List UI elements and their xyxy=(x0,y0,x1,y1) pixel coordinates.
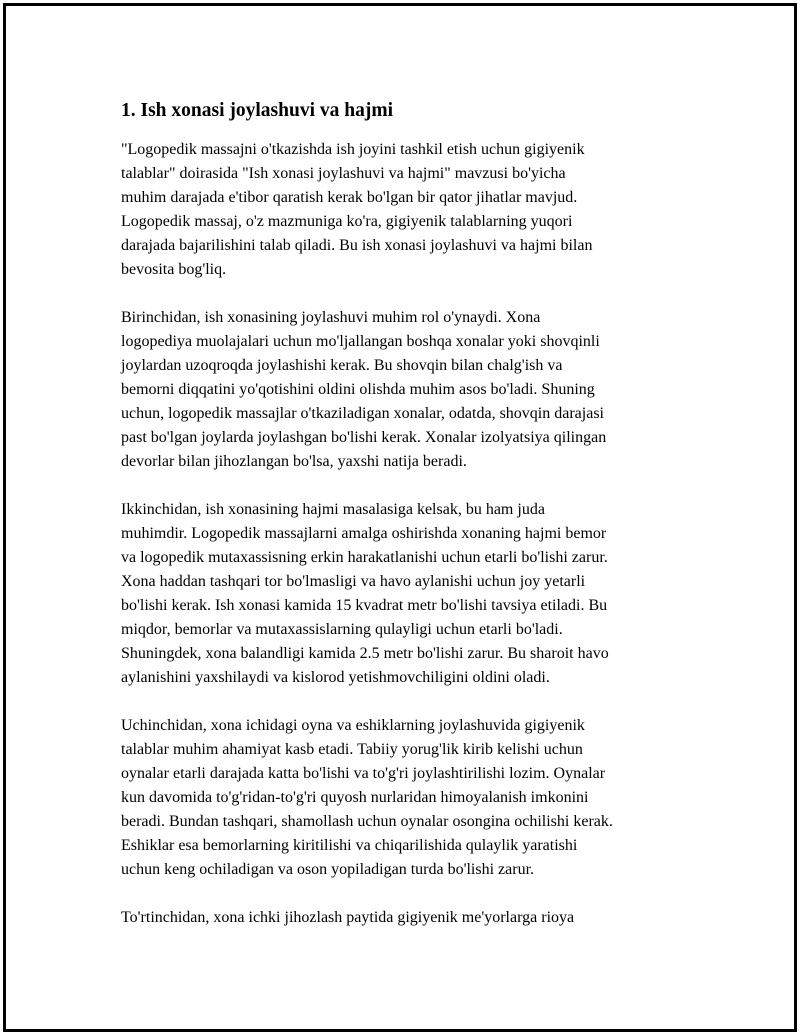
text-line: Ikkinchidan, ish xonasining hajmi masalasiga kelsak, bu ham juda xyxy=(121,501,545,518)
text-line: bevosita bog'liq. xyxy=(121,261,227,278)
text-line: past bo'lgan joylarda joylashgan bo'lishi kerak. Xonalar izolyatsiya qilingan xyxy=(121,429,607,446)
text-line: kun davomida to'g'ridan-to'g'ri quyosh nurlaridan himoyalanish imkonini xyxy=(121,789,589,806)
text-line: uchun keng ochiladigan va oson yopiladigan turda bo'lishi zarur. xyxy=(121,861,535,878)
page-frame xyxy=(3,3,797,1032)
text-line: Xona haddan tashqari tor bo'lmasligi va havo aylanishi uchun joy yetarli xyxy=(121,573,586,590)
text-line: logopediya muolajalari uchun mo'ljallangan boshqa xonalar yoki shovqinli xyxy=(121,333,600,350)
text-line: beradi. Bundan tashqari, shamollash uchun oynalar osongina ochilishi kerak. xyxy=(121,813,613,830)
text-line: darajada bajarilishini talab qiladi. Bu ish xonasi joylashuvi va hajmi bilan xyxy=(121,237,593,254)
text-line: Logopedik massaj, o'z mazmuniga ko'ra, gigiyenik talablarning yuqori xyxy=(121,213,573,230)
text-line: To'rtinchidan, xona ichki jihozlash paytida gigiyenik me'yorlarga rioya xyxy=(121,909,575,926)
paragraph-third xyxy=(121,714,696,882)
paragraph-intro xyxy=(121,138,696,282)
text-line: aylanishini yaxshilaydi va kislorod yetishmovchiligini oldini oladi. xyxy=(121,669,550,686)
text-line: Shuningdek, xona balandligi kamida 2.5 metr bo'lishi zarur. Bu sharoit havo xyxy=(121,645,609,662)
text-line: joylardan uzoqroqda joylashishi kerak. Bu shovqin bilan chalg'ish va xyxy=(121,357,563,374)
text-line: "Logopedik massajni o'tkazishda ish joyini tashkil etish uchun gigiyenik xyxy=(121,141,585,158)
text-line: talablar muhim ahamiyat kasb etadi. Tabiiy yorug'lik kirib kelishi uchun xyxy=(121,741,583,758)
text-line: devorlar bilan jihozlangan bo'lsa, yaxshi natija beradi. xyxy=(121,453,467,470)
section-heading: 1. Ish xonasi joylashuvi va hajmi xyxy=(121,100,393,121)
text-line: Eshiklar esa bemorlarning kiritilishi va chiqarilishida qulaylik yaratishi xyxy=(121,837,578,854)
paragraph-first xyxy=(121,306,696,474)
text-line: talablar" doirasida "Ish xonasi joylashuvi va hajmi" mavzusi bo'yicha xyxy=(121,165,566,182)
text-line: va logopedik mutaxassisning erkin harakatlanishi uchun etarli bo'lishi zarur. xyxy=(121,549,608,566)
text-line: Birinchidan, ish xonasining joylashuvi muhim rol o'ynaydi. Xona xyxy=(121,309,541,326)
paragraph-fourth xyxy=(121,906,696,930)
paragraph-second xyxy=(121,498,696,690)
text-line: miqdor, bemorlar va mutaxassislarning qulayligi uchun etarli bo'ladi. xyxy=(121,621,563,638)
text-line: oynalar etarli darajada katta bo'lishi va to'g'ri joylashtirilishi lozim. Oynalar xyxy=(121,765,606,782)
text-line: Uchinchidan, xona ichidagi oyna va eshiklarning joylashuvida gigiyenik xyxy=(121,717,585,734)
text-line: bemorni diqqatini yo'qotishini oldini olishda muhim asos bo'ladi. Shuning xyxy=(121,381,595,398)
text-line: muhimdir. Logopedik massajlarni amalga oshirishda xonaning hajmi bemor xyxy=(121,525,607,542)
document-body xyxy=(121,98,696,954)
text-line: bo'lishi kerak. Ish xonasi kamida 15 kvadrat metr bo'lishi tavsiya etiladi. Bu xyxy=(121,597,608,614)
text-line: muhim darajada e'tibor qaratish kerak bo'lgan bir qator jihatlar mavjud. xyxy=(121,189,578,206)
text-line: uchun, logopedik massajlar o'tkaziladigan xonalar, odatda, shovqin darajasi xyxy=(121,405,604,422)
